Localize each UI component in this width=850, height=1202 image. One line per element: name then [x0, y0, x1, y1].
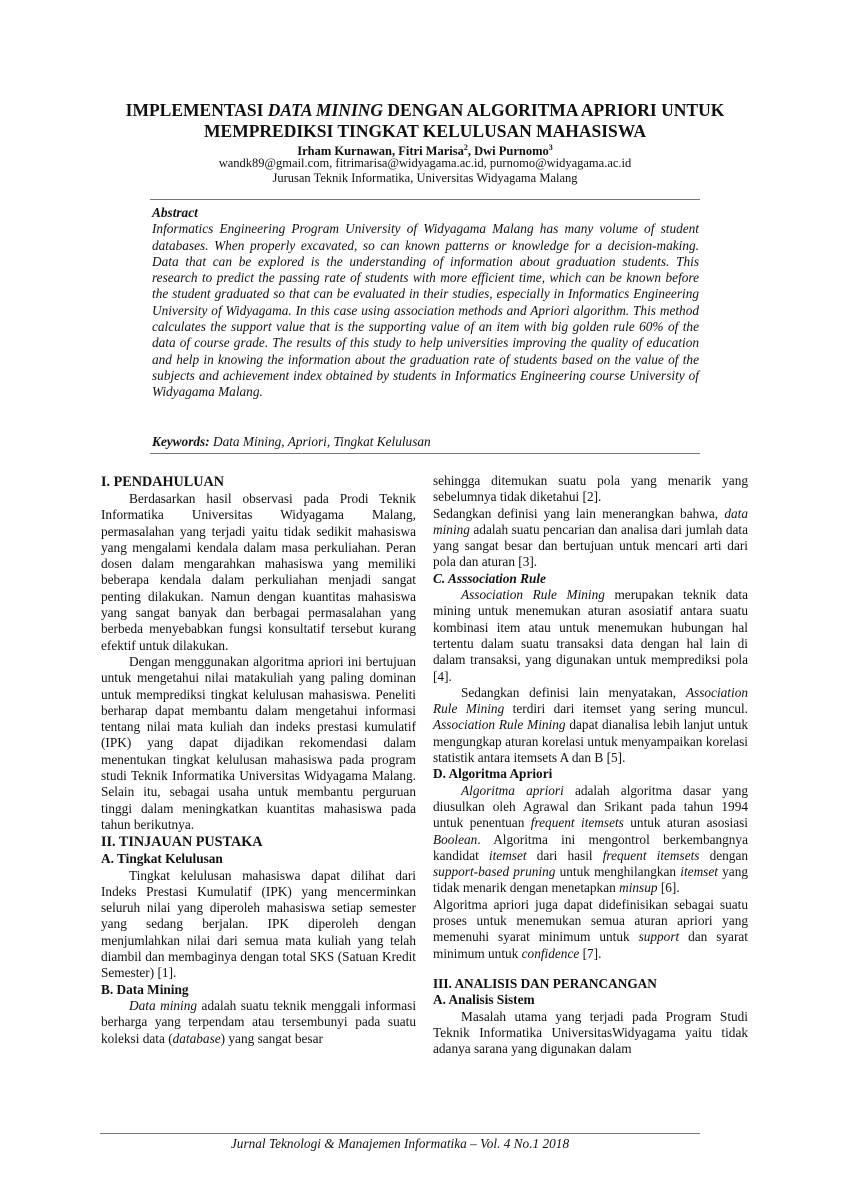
author-name: , Dwi Purnomo	[467, 144, 549, 159]
spacer	[433, 962, 748, 976]
journal-footer: Jurnal Teknologi & Manajemen Informatika – Vol. 4 No.1 2018	[230, 1136, 570, 1151]
italic-term: support-based pruning	[433, 864, 556, 880]
italic-term: confidence	[521, 945, 580, 961]
heading-text: Asssociation Rule	[448, 570, 546, 586]
paragraph: Berdasarkan hasil observasi pada Prodi Teknik Informatika Universitas Widyagama Malang, permasalahan yang terjadi yaitu tidak sedikit mahasiswa yang mengalami kendala dalam masa perkuliahan. Peran dosen dalam mengarahkan mahasiswa yang memiliki beberapa kendala dalam perkuliahan menjadi sangat penting dilakukan. Namun dengan kuantitas mahasiswa yang sangat banyak dan berbagai permasalahan yang berbeda menyebabkan fungsi konsultatif tersebut kurang efektif untuk dilakukan.	[101, 491, 416, 653]
text-run: Algoritma apriori juga dapat didefinisikan sebagai suatu proses untuk menemukan semua aturan apriori yang memenuhi syarat minimum untuk	[433, 896, 748, 945]
keywords-line	[152, 434, 699, 450]
subsection-heading-data-mining: B. Data Mining	[101, 981, 189, 997]
text-run: adalah suatu pencarian dan analisa dari jumlah data yang sangat besar dan bertujuan untuk mencari arti dari pola dan aturan [3].	[433, 521, 748, 570]
left-column	[101, 473, 416, 1047]
author-sup: 3	[548, 143, 553, 152]
abstract-block	[152, 205, 699, 401]
text-run: adalah algoritma dasar yang diusulkan oleh Agrawal dan Srikant pada tahun 1994 untuk penentuan	[433, 782, 748, 831]
section-heading-analisis: III. ANALISIS DAN PERANCANGAN	[433, 975, 657, 991]
keywords-separator: :	[205, 434, 213, 449]
text-run: Sedangkan definisi lain menyatakan,	[461, 684, 686, 700]
paragraph	[101, 998, 416, 1047]
abstract-text: Informatics Engineering Program University of Widyagama Malang has many volume of student databases. When properly excavated, so can known patterns or knowledge for a decision-making. Data that can be explored is the understanding of information about graduation students. This research to predict the passing rate of students with more efficient time, which can be known before the student graduated so that can be evaluated in their studies, especially in Informatics Engineering University of Widyagama. In this case using association methods and Apriori algorithm. This method calculates the support value that is the supporting value of an item with big golden rule 60% of the data of course grade. The results of this study to help universities improving the quality of education and help in knowing the information about the graduation rate of students based on the value of the subjects and achievement index obtained by students in Informatics Engineering course University of Widyagama Malang.	[152, 221, 699, 400]
title-italic-part: DATA MINING	[267, 100, 384, 120]
subsection-heading-association-rule	[433, 571, 748, 587]
text-run: adalah suatu teknik menggali informasi berharga yang terpendam atau tersembunyi pada suatu koleksi data (	[101, 997, 417, 1046]
title-part: IMPLEMENTASI	[125, 100, 268, 120]
author-emails: wandk89@gmail.com, fitrimarisa@widyagama.ac.id, purnomo@widyagama.ac.id	[218, 156, 632, 170]
paragraph	[433, 897, 748, 962]
paragraph	[433, 506, 748, 571]
abstract-bottom-rule	[150, 453, 700, 454]
italic-term: itemset	[680, 864, 718, 880]
subsection-heading-analisis-sistem: A. Analisis Sistem	[433, 992, 535, 1008]
author-sup: 2	[463, 143, 468, 152]
italic-term: minsup	[619, 880, 658, 896]
paragraph: Masalah utama yang terjadi pada Program Studi Teknik Informatika UniversitasWidyagama yaitu tidak adanya sarana yang digunakan dalam	[433, 1008, 748, 1057]
heading-prefix: C.	[433, 570, 449, 586]
italic-term: Association Rule Mining	[433, 717, 566, 733]
paper-title	[60, 100, 790, 142]
keywords-label: Keywords	[152, 434, 206, 449]
section-heading-pendahuluan: I. PENDAHULUAN	[101, 474, 224, 490]
italic-term: Association Rule Mining	[433, 684, 748, 717]
text-run: untuk aturan asosiasi	[623, 815, 748, 831]
italic-term: data mining	[433, 505, 748, 537]
right-column	[433, 473, 748, 1057]
abstract-heading: Abstract	[152, 205, 198, 220]
title-part: DENGAN ALGORITMA APRIORI UNTUK	[383, 100, 725, 120]
paragraph	[433, 587, 748, 685]
section-heading-tinjauan: II. TINJAUAN PUSTAKA	[101, 834, 263, 851]
text-run: Sedangkan definisi yang lain menerangkan bahwa,	[433, 505, 725, 521]
abstract-top-rule	[150, 199, 700, 200]
text-run: . Algoritma ini mengontrol berkembangnya kandidat	[433, 831, 748, 863]
italic-term: database	[172, 1030, 221, 1046]
keywords-text: Data Mining, Apriori, Tingkat Kelulusan	[212, 434, 431, 449]
italic-term: Algoritma apriori	[461, 782, 564, 798]
text-run: merupakan teknik data mining untuk menemukan aturan asosiatif antara suatu kombinasi item atau untuk menemukan hubungan hal tertentu dalam suatu transaksi data dengan hal lain di dalam transaksi, yang digunakan untuk memprediksi pola [4].	[433, 587, 748, 684]
italic-term: itemset	[488, 847, 527, 863]
italic-term: frequent itemsets	[602, 847, 700, 863]
paragraph: sehingga ditemukan suatu pola yang menarik yang sebelumnya tidak diketahui [2].	[433, 473, 748, 505]
footer-rule	[100, 1133, 700, 1134]
text-run: terdiri dari itemset yang sering muncul.	[504, 701, 749, 717]
text-run: [6].	[657, 880, 680, 896]
text-run: [7].	[579, 945, 602, 961]
text-run: untuk menghilangkan	[555, 864, 681, 880]
italic-term: Association Rule Mining	[461, 587, 605, 603]
text-run: dapat dianalisa lebih lanjut untuk mengungkap aturan korelasi untuk menyampaikan korelasi statistik antara itemsets A dan B [5].	[433, 717, 748, 766]
italic-term: Data mining	[129, 997, 198, 1013]
subsection-heading-tingkat-kelulusan: A. Tingkat Kelulusan	[101, 851, 223, 867]
paragraph	[433, 685, 748, 766]
italic-term: support	[638, 929, 680, 945]
subsection-heading-algoritma-apriori: D. Algoritma Apriori	[433, 766, 553, 782]
paragraph: Dengan menggunakan algoritma apriori ini bertujuan untuk mengetahui nilai matakuliah yang paling dominan untuk memprediksi tingkat kelulusan mahasiswa. Peneliti berharap dapat membantu dalam mengetahui informasi tentang nilai mata kuliah dan indeks prestasi kumulatif (IPK) yang dapat dijadikan rekomendasi dalam menentukan tingkat kelulusan mahasiswa pada program studi Teknik Informatika Universitas Widyagama Malang. Selain itu, sebagai usaha untuk membantu perguruan tinggi dalam meningkatkan kuantitas mahasiswa pada tahun berikutnya.	[101, 653, 416, 832]
text-run: dari hasil	[526, 847, 603, 863]
title-line-2: MEMPREDIKSI TINGKAT KELULUSAN MAHASISWA	[204, 121, 646, 141]
author-name: Irham Kurnawan, Fitri Marisa	[297, 144, 464, 159]
paragraph: Tingkat kelulusan mahasiswa dapat dilihat dari Indeks Prestasi Kumulatif (IPK) yang mencerminkan seluruh nilai yang diperoleh mahasiswa setiap semester yang sedang berjalan. IPK diperoleh dengan menjumlahkan nilai dari semua mata kuliah yang telah diambil dan membaginya dengan total SKS (Satuan Kredit Semester) [1].	[101, 867, 416, 981]
text-run: dan syarat minimum untuk	[433, 929, 748, 961]
paragraph	[433, 783, 748, 897]
text-run: ) yang sangat besar	[220, 1030, 323, 1046]
italic-term: Boolean	[433, 831, 478, 847]
author-affiliation: Jurusan Teknik Informatika, Universitas Widyagama Malang	[272, 171, 578, 185]
text-run: yang tidak menarik dengan menetapkan	[433, 864, 748, 896]
italic-term: frequent itemsets	[530, 815, 624, 831]
text-run: dengan	[699, 847, 748, 863]
